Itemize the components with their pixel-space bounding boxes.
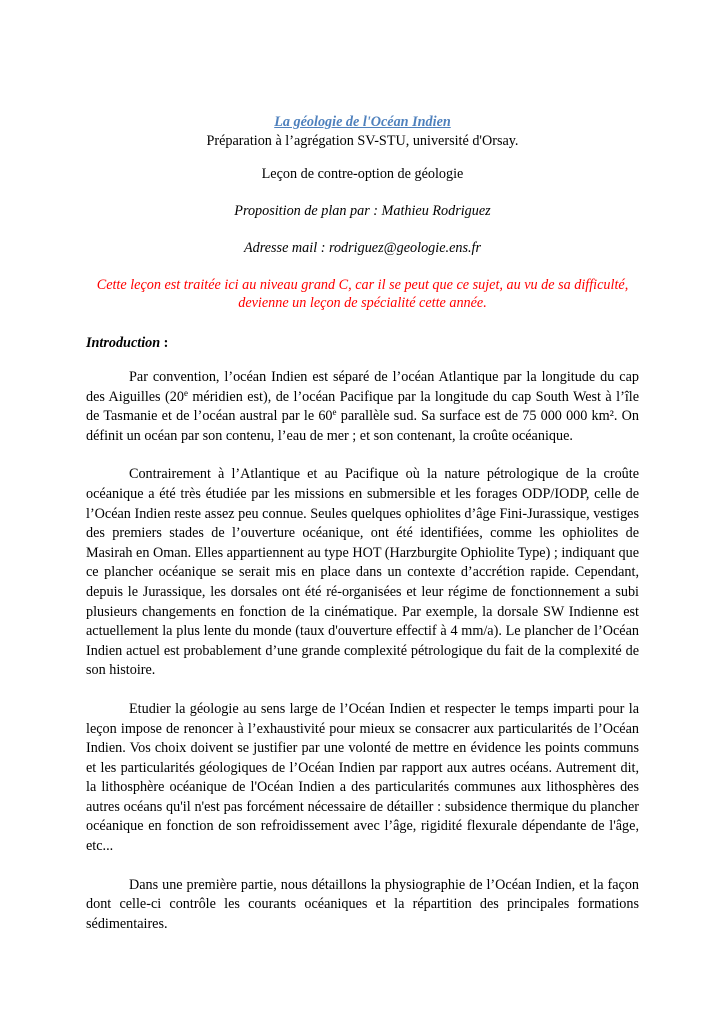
document-title: La géologie de l'Océan Indien [274, 114, 451, 130]
intro-paragraph-4: Dans une première partie, nous détaillons la physiographie de l’Océan Indien, et la façon dont celle-ci contrôle les courants océaniques et la répartition des principales formations sédimentaires. [86, 876, 639, 932]
intro-paragraph-1 [86, 368, 639, 446]
introduction-colon: : [160, 335, 169, 351]
p1-text-c: parallèle sud. Sa surface est de 75 000 000 km². On définit un océan par son contenu, l’eau de mer ; et son contenant, la croûte océanique. [86, 408, 639, 444]
intro-paragraph-2: Contrairement à l’Atlantique et au Pacifique où la nature pétrologique de la croûte océanique a été très étudiée par les missions en submersible et les forages ODP/IODP, celle de l’Océan Indien reste assez peu connue. Seules quelques ophiolites d’âge Fini-Jurassique, vestiges des premiers stades de l’ouverture océanique, ont été identifiées, comme les ophiolites de Masirah en Oman. Elles appartiennent au type HOT (Harzburgite Ophiolite Type) ; indiquant que ce plancher océanique se serait mis en place dans un contexte d’accrétion rapide. Cependant, depuis le Jurassique, les dorsales ont été ré-organisées et leur régime de fonctionnement a subi plusieurs changements en fonction de la cinématique. Par exemple, la dorsale SW Indienne est actuellement la plus lente du monde (taux d'ouverture effectif à 4 mm/a). Le plancher de l’Océan Indien actuel est probablement d’une grande complexité pétrologique du fait de la complexité de son histoire. [86, 466, 639, 679]
plan-author: Proposition de plan par : Mathieu Rodriguez [234, 203, 491, 219]
intro-paragraph-3: Etudier la géologie au sens large de l’Océan Indien et respecter le temps imparti pour la leçon impose de renoncer à l’exhaustivité pour mieux se consacrer aux particularités de l’Océan Indien. Vos choix doivent se justifier par une volonté de mettre en évidence les points communs et les particularités géologiques de l’Océan Indien par rapport aux autres océans. Autrement dit, la lithosphère océanique de l'Océan Indien a des particularités communes aux lithosphères des autres océans qu'il n'est pas forcément nécessaire de détailler : subsidence thermique du plancher océanique en fonction de son refroidissement avec l’âge, rigidité flexurale dépendante de l'âge, etc... [86, 700, 639, 855]
p1-text-b: méridien est), de l’océan Pacifique par la longitude du cap South West à l’île de Tasmanie et de l’océan austral par le 60 [86, 388, 639, 425]
p1-superscript-1: e [183, 387, 188, 398]
author-email: Adresse mail : rodriguez@geologie.ens.fr [243, 240, 481, 256]
introduction-label: Introduction [86, 335, 161, 351]
level-warning: Cette leçon est traitée ici au niveau grand C, car il se peut que ce sujet, au vu de sa difficulté, devienne un leçon de spécialité cette année. [96, 277, 629, 311]
p1-superscript-2: e [332, 407, 337, 418]
introduction-heading [86, 334, 639, 353]
document-subtitle: Préparation à l’agrégation SV-STU, université d'Orsay. [206, 133, 519, 149]
p1-text-a: Par convention, l’océan Indien est séparé de l’océan Atlantique par la longitude du cap des Aiguilles (20 [86, 369, 639, 405]
lesson-type: Leçon de contre-option de géologie [261, 166, 464, 182]
